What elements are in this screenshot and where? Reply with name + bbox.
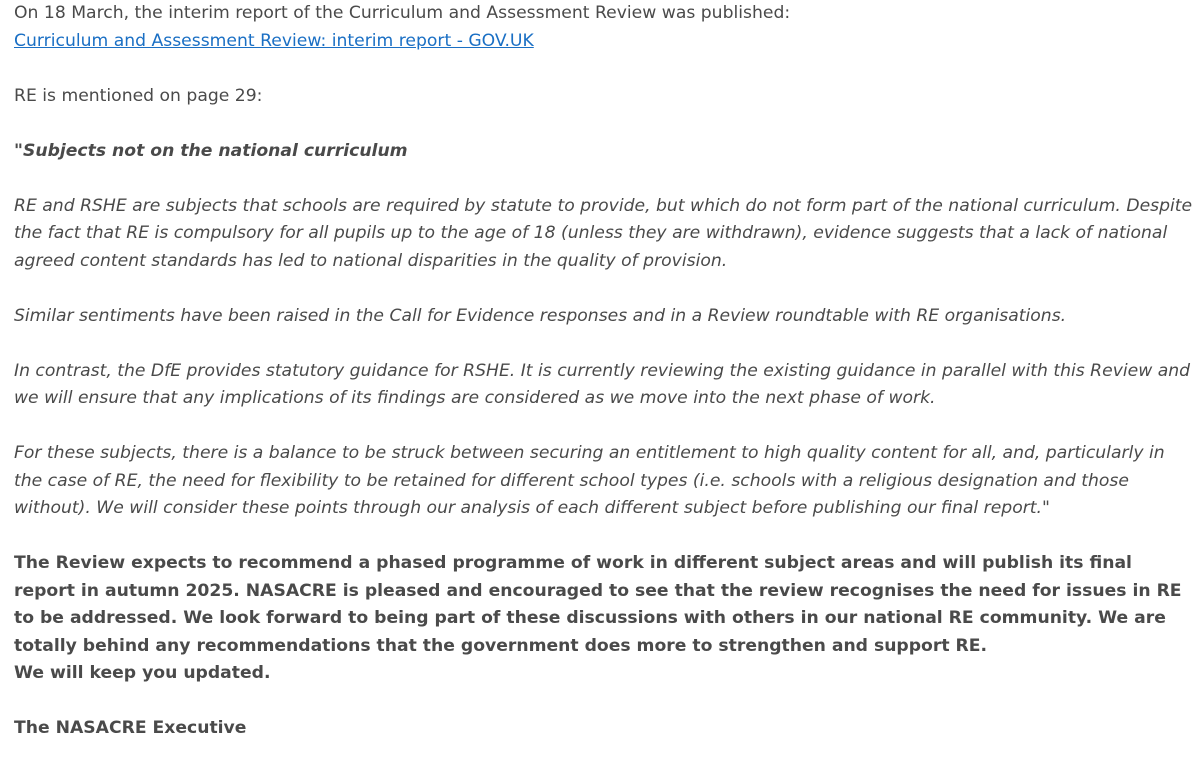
interim-report-link[interactable]: Curriculum and Assessment Review: interim report - GOV.UK <box>14 30 534 51</box>
quote-heading: "Subjects not on the national curriculum <box>14 140 408 161</box>
message-body <box>14 0 1194 743</box>
quote-paragraph-3: In contrast, the DfE provides statutory guidance for RSHE. It is currently reviewing the existing guidance in parallel with this Review and we will ensure that any implications of its findings are considered as we move into the next phase of work. <box>14 360 1191 408</box>
intro-line: On 18 March, the interim report of the Curriculum and Assessment Review was published: <box>14 3 791 23</box>
page-reference: RE is mentioned on page 29: <box>14 85 263 106</box>
quote-paragraph-1: RE and RSHE are subjects that schools are required by statute to provide, but which do not form part of the national curriculum. Despite the fact that RE is compulsory for all pupils up to the age of 18 (unless they are withdrawn), evidence suggests that a lack of national agreed content standards has led to national disparities in the quality of provision. <box>14 195 1193 271</box>
conclusion-paragraph: The Review expects to recommend a phased programme of work in different subject areas and will publish its final report in autumn 2025. NASACRE is pleased and encouraged to see that the review recognises the need for issues in RE to be addressed. We look forward to being part of these discussions with others in our national RE community. We are totally behind any recommendations that the government does more to strengthen and support RE. <box>14 553 1182 656</box>
signature: The NASACRE Executive <box>14 718 247 738</box>
update-note: We will keep you updated. <box>14 663 271 683</box>
quote-paragraph-4: For these subjects, there is a balance to be struck between securing an entitlement to high quality content for all, and, particularly in the case of RE, the need for flexibility to be retained for different school types (i.e. schools with a religious designation and those without). We will consider these points through our analysis of each different subject before publishing our final report." <box>14 443 1165 518</box>
quote-paragraph-2: Similar sentiments have been raised in the Call for Evidence responses and in a Review roundtable with RE organisations. <box>14 305 1067 326</box>
